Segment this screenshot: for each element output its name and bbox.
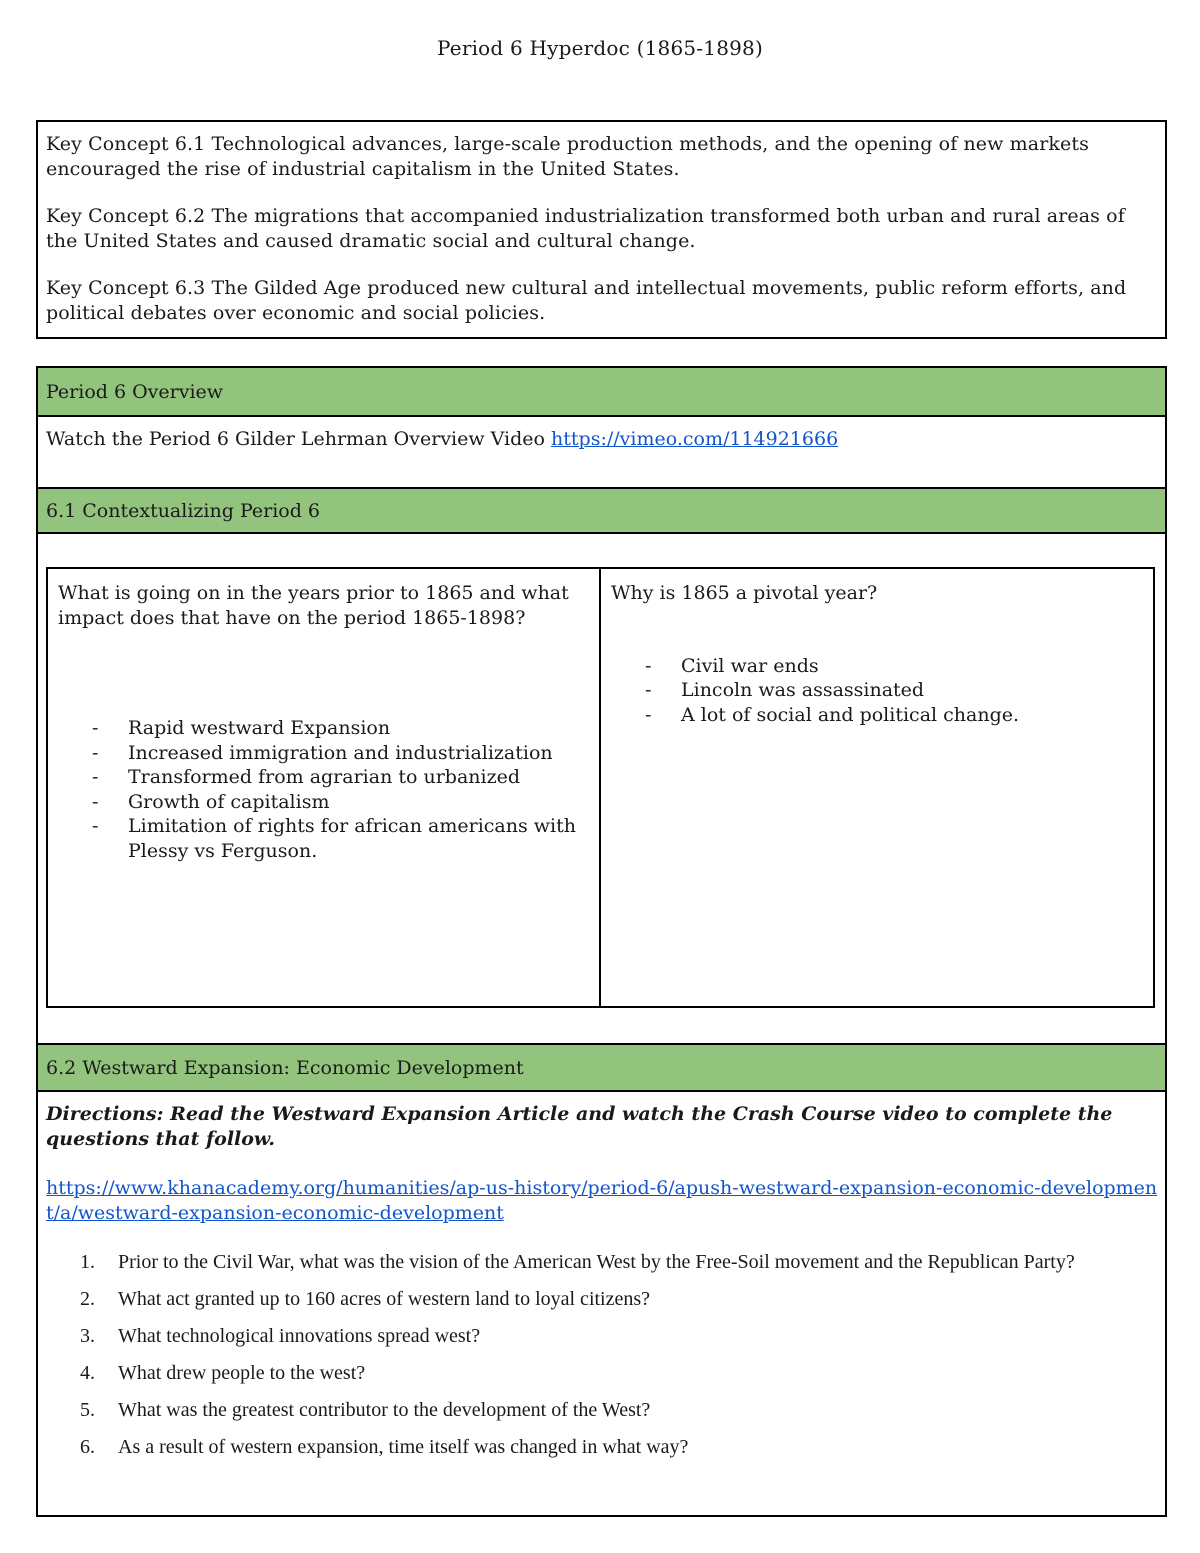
article-link-container	[46, 1176, 1158, 1226]
question-text: As a result of western expansion, time itself was changed in what way?	[118, 1436, 689, 1458]
question-item	[38, 1392, 1138, 1429]
contextualizing-header: 6.1 Contextualizing Period 6	[38, 487, 1165, 534]
list-item: - Growth of capitalism	[58, 790, 589, 815]
question-number: 5.	[80, 1399, 95, 1421]
list-item: - Civil war ends	[611, 654, 1143, 679]
westward-questions-list	[38, 1244, 1138, 1466]
pivotal-year-question: Why is 1865 a pivotal year?	[611, 582, 878, 604]
question-number: 2.	[80, 1288, 95, 1310]
key-concept-6-3: Key Concept 6.3 The Gilded Age produced new cultural and intellectual movements, public reform efforts, and political debates over economic and social policies.	[46, 277, 1127, 324]
list-item: - Increased immigration and industrialization	[58, 741, 589, 766]
question-item	[38, 1244, 1138, 1281]
question-item	[38, 1281, 1138, 1318]
hyperdoc-table	[36, 366, 1167, 1517]
pre-1865-question: What is going on in the years prior to 1865 and what impact does that have on the period 1865-1898?	[58, 582, 569, 629]
westward-directions: Directions: Read the Westward Expansion Article and watch the Crash Course video to complete the questions that follow.	[46, 1103, 1113, 1150]
key-concepts-box	[36, 120, 1167, 339]
westward-header: 6.2 Westward Expansion: Economic Development	[38, 1043, 1165, 1092]
pre-1865-answer-list	[58, 716, 589, 863]
question-text: Prior to the Civil War, what was the vision of the American West by the Free-Soil movement and the Republican Party?	[118, 1251, 1075, 1273]
key-concept-6-1: Key Concept 6.1 Technological advances, large-scale production methods, and the opening of new markets encouraged the rise of industrial capitalism in the United States.	[46, 133, 1089, 180]
question-number: 1.	[80, 1251, 95, 1273]
question-number: 3.	[80, 1325, 95, 1347]
question-text: What drew people to the west?	[118, 1362, 366, 1384]
pre-1865-cell	[48, 569, 601, 1006]
pivotal-year-cell	[601, 569, 1153, 1006]
list-item: - Limitation of rights for african americans with Plessy vs Ferguson.	[58, 814, 589, 863]
question-item	[38, 1355, 1138, 1392]
pivotal-year-answer-list	[611, 654, 1143, 728]
overview-text: Watch the Period 6 Gilder Lehrman Overview Video	[46, 428, 552, 450]
page-title: Period 6 Hyperdoc (1865-1898)	[437, 36, 763, 60]
overview-video-link[interactable]: https://vimeo.com/114921666	[551, 428, 839, 450]
key-concept-6-2: Key Concept 6.2 The migrations that accompanied industrialization transformed both urban and rural areas of the United States and caused dramatic social and cultural change.	[46, 205, 1125, 252]
overview-row	[46, 428, 838, 450]
overview-header: Period 6 Overview	[38, 368, 1165, 417]
list-item: - Rapid westward Expansion	[58, 716, 589, 741]
question-text: What act granted up to 160 acres of western land to loyal citizens?	[118, 1288, 651, 1310]
question-number: 6.	[80, 1436, 95, 1458]
khan-academy-article-link[interactable]: https://www.khanacademy.org/humanities/ap-us-history/period-6/apush-westward-expansion-economic-development/a/westward-expansion-economic-development	[46, 1177, 1158, 1224]
list-item: - A lot of social and political change.	[611, 703, 1143, 728]
contextualizing-table	[46, 567, 1155, 1008]
question-text: What technological innovations spread west?	[118, 1325, 481, 1347]
question-text: What was the greatest contributor to the development of the West?	[118, 1399, 651, 1421]
list-item: - Transformed from agrarian to urbanized	[58, 765, 589, 790]
question-item	[38, 1429, 1138, 1466]
question-item	[38, 1318, 1138, 1355]
question-number: 4.	[80, 1362, 95, 1384]
list-item: - Lincoln was assassinated	[611, 678, 1143, 703]
